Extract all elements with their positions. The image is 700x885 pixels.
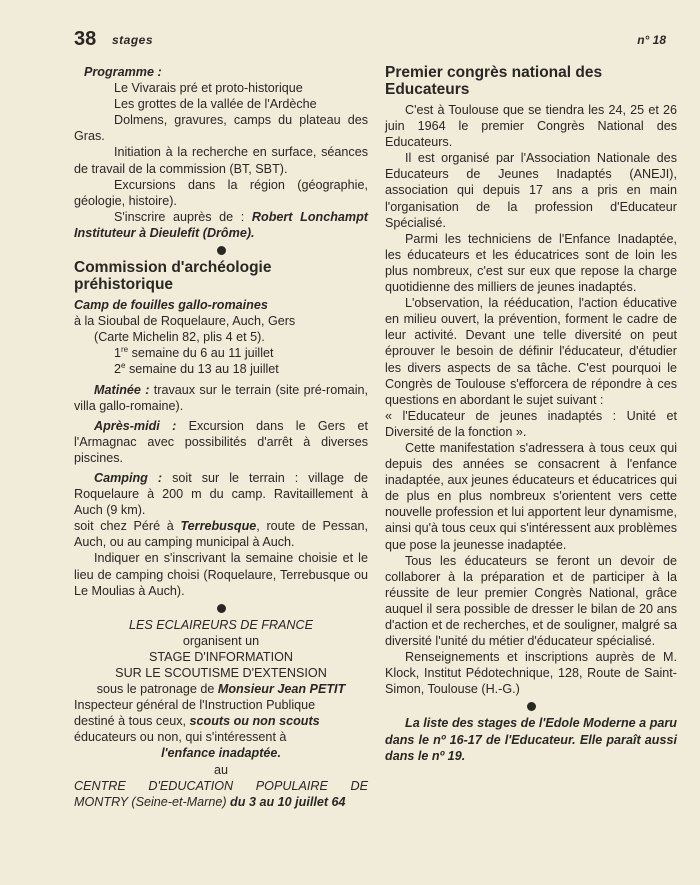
week-1-sup: re [121,345,129,355]
page-header [74,28,670,54]
week-2 [74,361,368,377]
congress-paragraph: Tous les éducateurs se feront un devoir de collaborer à la préparation et de participer à la réussite de leur premier Congrès National, grâce auquel il sera possible de dresser le bilan de 20 ans d'action et de recherches, et de souligner, malgré sa diversité l'unité du métier d'éducateur spécialisé. [385,553,677,649]
camping-label: Camping : [94,470,163,485]
issue-number: n° 18 [637,33,666,47]
congress-paragraph: C'est à Toulouse que se tiendra les 24, 25 et 26 juin 1964 le premier Congrès National des Educateurs. [385,103,677,150]
left-column [74,64,368,810]
camping-text: soit sur le terrain : village de Roquelaure à 200 m du camp. Ravitaillement à Auch (9 km). [74,470,368,518]
commission-heading: Commission d'archéologie préhistorique [74,259,272,294]
apresmidi-text: Excursion dans le Gers et l'Armagnac avec possibilités d'arrêt à diverses piscines. [74,418,368,465]
inscription-text [74,209,368,241]
week-2-text: semaine du 13 au 18 juillet [125,362,279,377]
programme-label: Programme : [84,65,162,79]
au-line: au [213,762,228,777]
programme-line: Dolmens, gravures, camps du plateau des Gras. [74,113,368,144]
congress-paragraph: Cette manifestation s'adressera à tous ceux qui depuis des années se consacrent à l'enfance inadaptée, aux jeunes éducateurs et éducatrices qui de plus en plus nombreux s'orientent vers cette nouvelle profession et lui apportent leur dynamisme, ainsi qu'à tous ceux qui s'intéressent aux problèmes que pose la jeunesse inadaptée. [385,440,677,552]
congress-paragraph: Parmi les techniciens de l'Enfance Inadaptée, les éducateurs et les éducatrices sont de loin les plus nombreux, c'est sur eux que repose la charge quotidienne des milliers de jeunes inadaptés. [385,231,677,295]
week-1 [74,345,368,361]
journal-title: stages [112,33,154,47]
apresmidi-paragraph [74,418,368,466]
congress-paragraph: Renseignements et inscriptions auprès de M. Klock, Institut Pédotechnique, 128, Route de Saint-Simon, Toulouse (H.-G.) [385,650,677,697]
page-number: 38 [74,28,97,50]
destine-intro: destiné à tous ceux, [74,714,190,729]
camping-paragraph [74,470,368,518]
matinee-label: Matinée : [94,382,150,397]
programme-line: Les grottes de la vallée de l'Ardèche [114,97,317,112]
organisent-line: organisent un [182,633,260,648]
week-1-num: 1 [114,346,122,361]
congress-heading: Premier congrès national des Educateurs [385,64,603,98]
camping-alt-a: soit chez Péré à [74,519,181,534]
week-2-num: 2 [114,362,122,377]
centre-paragraph [74,778,368,810]
week-2-sup: e [121,361,126,371]
bullet-separator [217,246,226,255]
camping-alt-c: , route de Pessan, Auch, ou au camping municipal à Auch. [74,519,368,550]
enfance-line: l'enfance inadaptée. [161,746,281,761]
congress-paragraph: L'observation, la rééducation, l'action éducative en milieu ouvert, la prévention, forment le cadre de leur activité. Devant une telle diversité on peut éprouver le besoin de définir l'éducateur, d'étudier les divers aspects de sa tâche. C'est pourquoi le Congrès de Toulouse s'efforcera de répondre à ces questions en abordant le sujet suivant : [385,296,677,407]
destine-line [74,713,368,729]
patronage-line [74,681,368,697]
programme-line: Initiation à la recherche en surface, séances de travail de la commission (BT, SBT). [74,145,368,176]
matinee-text: travaux sur le terrain (site pré-romain, villa gallo-romaine). [74,382,368,413]
destine-scouts: scouts ou non scouts [189,714,320,729]
right-column [385,64,677,764]
programme-line: Le Vivarais pré et proto-historique [114,81,303,96]
camp-map: (Carte Michelin 82, plis 4 et 5). [94,330,265,345]
bullet-separator [217,604,226,613]
inspecteur-line: Inspecteur général de l'Instruction Publique [74,698,316,713]
centre-dates: du 3 au 10 juillet 64 [226,794,346,809]
educateurs-line: éducateurs ou non, qui s'intéressent à [74,730,287,745]
contact-name: Robert Lonchampt Instituteur à Dieulefit (Drôme). [74,209,368,240]
congress-subject: « l'Educateur de jeunes inadaptés : Unité et Diversité de la fonction ». [385,408,677,439]
camp-title: Camp de fouilles gallo-romaines [74,298,268,313]
stages-list-note: La liste des stages de l'Edole Moderne a paru dans le nº 16-17 de l'Educateur. Elle paraît aussi dans le nº 19. [385,716,677,763]
centre-name: CENTRE D'EDUCATION POPULAIRE DE MONTRY (Seine-et-Marne) [74,778,368,809]
bullet-separator [527,702,536,711]
camping-alt-place: Terrebusque [180,519,257,534]
scoutisme-line: SUR LE SCOUTISME D'EXTENSION [115,666,327,680]
indiquer-paragraph: Indiquer en s'inscrivant la semaine choisie et le lieu de camping choisi (Roquelaure, Terrebusque ou Le Moulias à Auch). [74,551,368,598]
matinee-paragraph [74,382,368,414]
patronage-intro: sous le patronage de [96,682,218,697]
eclaireurs-heading: LES ECLAIREURS DE FRANCE [128,617,314,632]
camping-alt-paragraph [74,518,368,550]
stage-info-line: STAGE D'INFORMATION [149,649,293,664]
week-1-text: semaine du 6 au 11 juillet [128,346,274,361]
camp-place: à la Sioubal de Roquelaure, Auch, Gers [74,314,296,329]
inscrire-intro: S'inscrire auprès de : [114,209,252,224]
patron-name: Monsieur Jean PETIT [217,682,346,697]
programme-line: Excursions dans la région (géographie, géologie, histoire). [74,177,368,208]
apresmidi-label: Après-midi : [94,418,177,433]
congress-paragraph: Il est organisé par l'Association Nationale des Educateurs de Jeunes Inadaptés (ANEJI), association qui depuis 17 ans a pris en main l'organisation de la profession d'Educateur Spécialisé. [385,151,677,230]
